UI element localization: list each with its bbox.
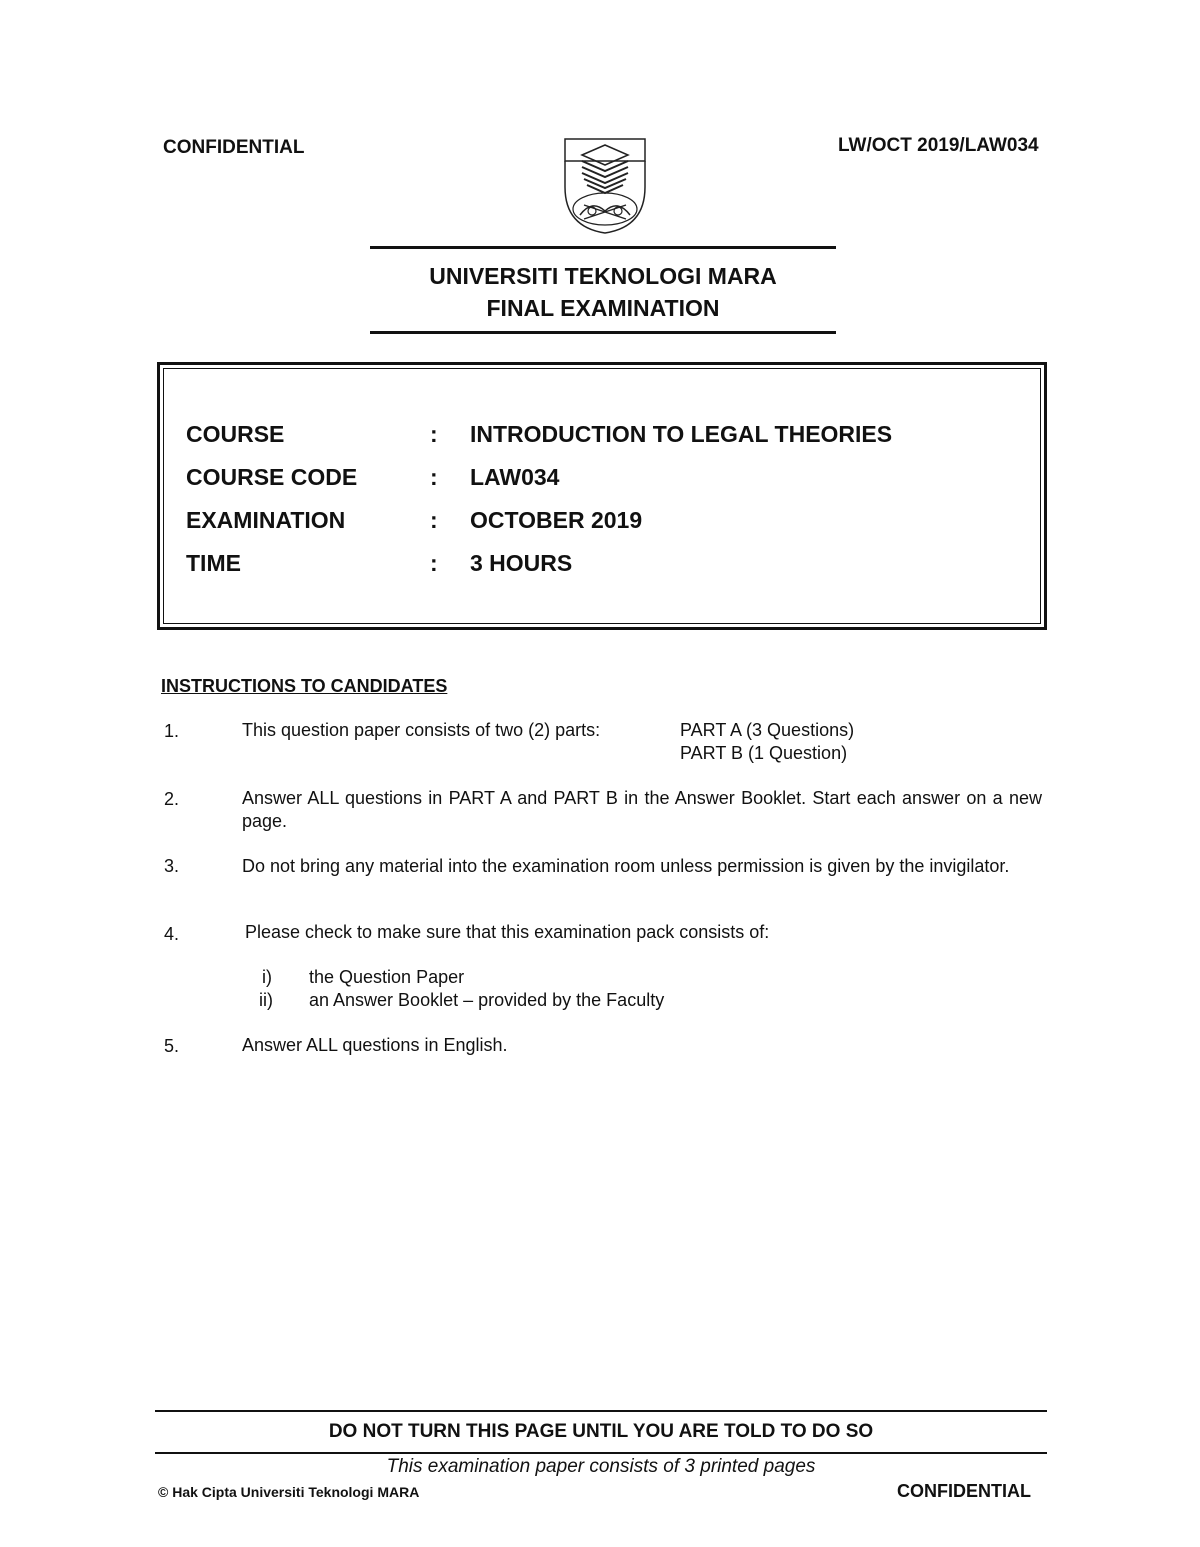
title-bottom-rule: [370, 331, 836, 334]
footer-notice: DO NOT TURN THIS PAGE UNTIL YOU ARE TOLD TO DO SO: [328, 1421, 874, 1442]
footer-top-rule: [155, 1410, 1047, 1412]
instruction-text: This question paper consists of two (2) parts:: [242, 720, 601, 740]
copyright-notice: © Hak Cipta Universiti Teknologi MARA: [158, 1484, 420, 1500]
course-colon: :: [430, 421, 438, 447]
instruction-text: Do not bring any material into the examination room unless permission is given by the invigilator.: [242, 856, 1010, 876]
university-crest-icon: [562, 137, 648, 235]
university-name: UNIVERSITI TEKNOLOGI MARA: [429, 263, 777, 289]
time-label: TIME: [186, 550, 241, 576]
sub-item-number: ii): [259, 990, 273, 1010]
footer-confidential: CONFIDENTIAL: [897, 1481, 1031, 1501]
instruction-number: 4.: [164, 924, 180, 944]
instruction-text: Please check to make sure that this examination pack consists of:: [245, 922, 770, 942]
course-value: INTRODUCTION TO LEGAL THEORIES: [470, 421, 893, 447]
examination-label: EXAMINATION: [186, 507, 346, 533]
time-colon: :: [430, 550, 438, 576]
header-confidential: CONFIDENTIAL: [163, 137, 305, 158]
part-b-text: PART B (1 Question): [680, 743, 848, 763]
instruction-number: 2.: [164, 789, 180, 809]
instruction-number: 3.: [164, 856, 180, 876]
examination-colon: :: [430, 507, 438, 533]
instruction-text: Answer ALL questions in PART A and PART B in the Answer Booklet. Start each answer on a new page.: [242, 788, 1042, 831]
instruction-number: 1.: [164, 721, 180, 741]
sub-item-number: i): [262, 967, 272, 987]
course-code-label: COURSE CODE: [186, 464, 358, 490]
footer-bottom-rule: [155, 1452, 1047, 1454]
time-value: 3 HOURS: [470, 550, 573, 576]
instruction-number: 5.: [164, 1036, 180, 1056]
instruction-text: Answer ALL questions in English.: [242, 1035, 508, 1055]
title-top-rule: [370, 246, 836, 249]
course-details-box: [157, 362, 1047, 630]
instructions-heading: INSTRUCTIONS TO CANDIDATES: [161, 676, 448, 696]
examination-value: OCTOBER 2019: [470, 507, 643, 533]
page-count-note: This examination paper consists of 3 printed pages: [386, 1456, 816, 1477]
part-a-text: PART A (3 Questions): [680, 720, 855, 740]
course-code-colon: :: [430, 464, 438, 490]
sub-item-text: an Answer Booklet – provided by the Faculty: [309, 990, 665, 1010]
course-label: COURSE: [186, 421, 285, 447]
course-code-value: LAW034: [470, 464, 560, 490]
header-reference-code: LW/OCT 2019/LAW034: [838, 135, 1039, 156]
sub-item-text: the Question Paper: [309, 967, 465, 987]
exam-type: FINAL EXAMINATION: [486, 295, 720, 321]
